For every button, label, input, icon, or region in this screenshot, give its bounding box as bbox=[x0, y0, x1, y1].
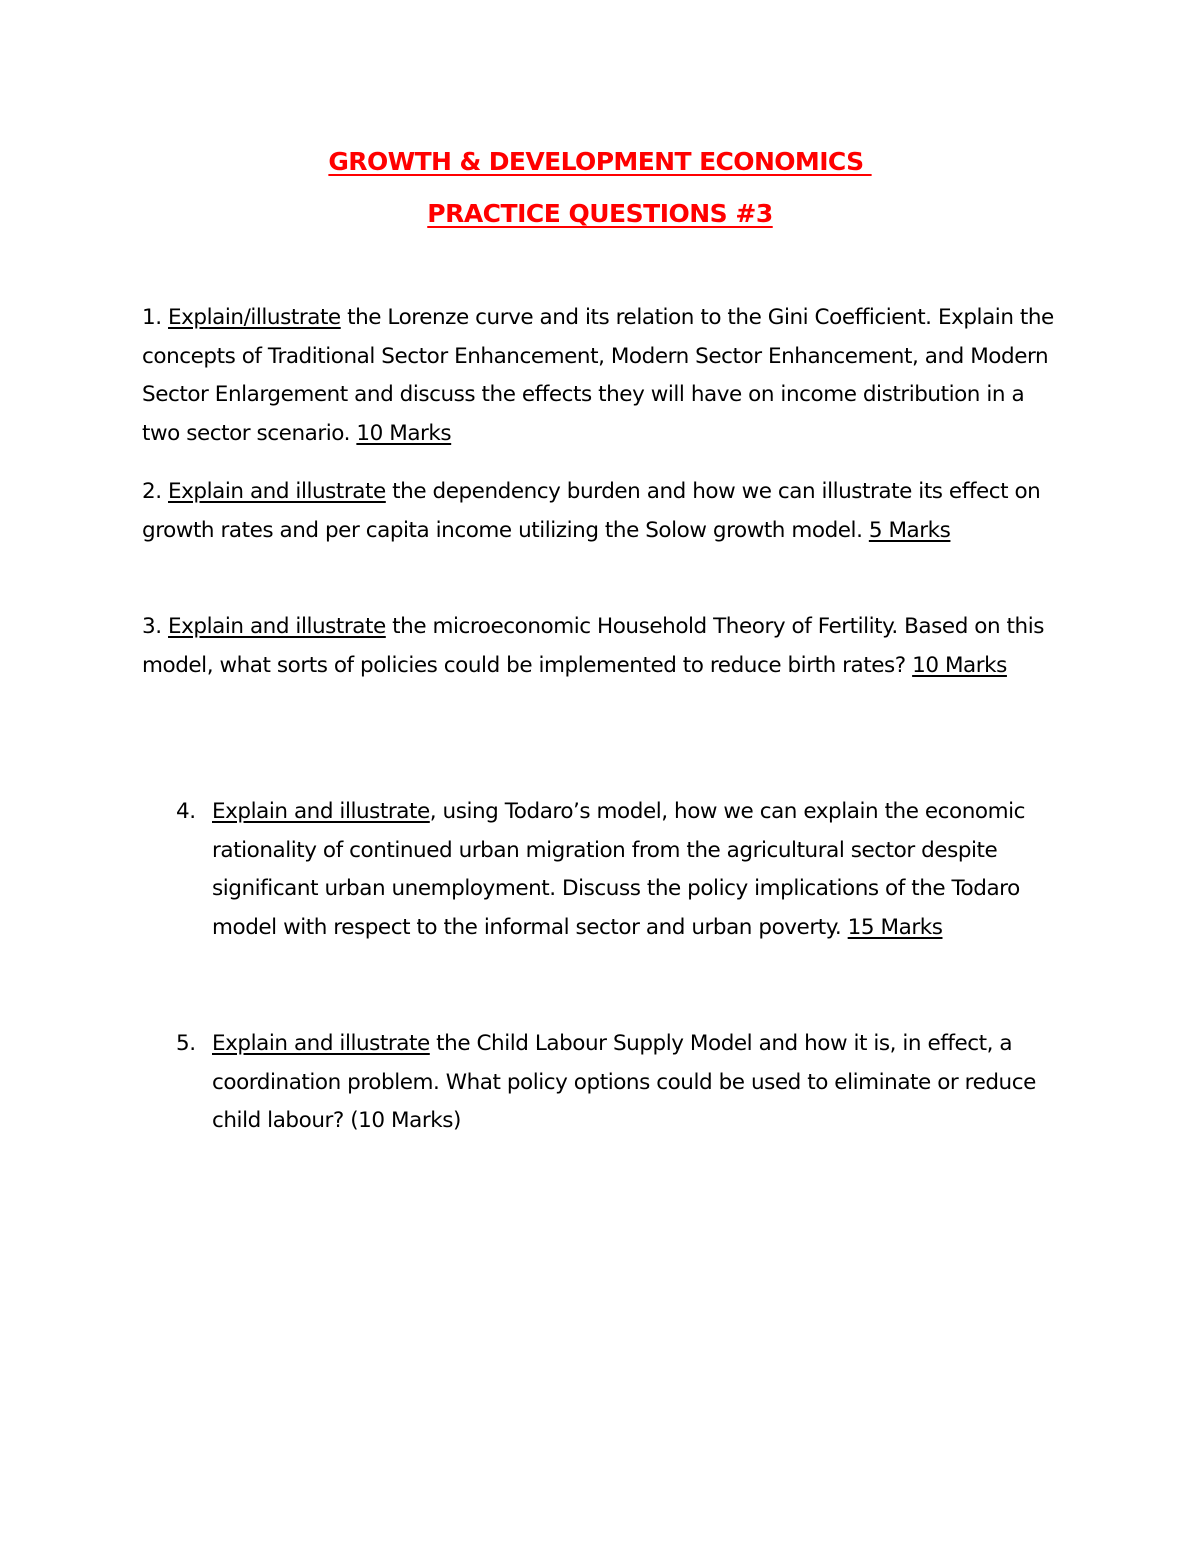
question-2 bbox=[142, 473, 1062, 550]
question-instruction: Explain and illustrate bbox=[212, 1031, 430, 1056]
question-text: the dependency burden and how we can illustrate its effect on growth rates and per capita income utilizing the Solow growth model. bbox=[142, 479, 1041, 543]
question-text: the Child Labour Supply Model and how it is, in effect, a coordination problem. What policy options could be used to eliminate or reduce child labour? (10 Marks) bbox=[212, 1031, 1036, 1134]
question-3 bbox=[142, 608, 1062, 685]
document-subtitle: PRACTICE QUESTIONS #3 bbox=[427, 199, 773, 228]
question-text: the microeconomic Household Theory of Fertility. Based on this model, what sorts of policies could be implemented to reduce birth rates? bbox=[142, 614, 1044, 678]
question-number: 2. bbox=[142, 479, 162, 504]
question-4 bbox=[176, 793, 1072, 948]
question-marks: 5 Marks bbox=[868, 517, 951, 543]
question-1 bbox=[142, 299, 1062, 454]
question-marks: 15 Marks bbox=[847, 915, 943, 941]
question-instruction: Explain and illustrate bbox=[168, 614, 386, 639]
question-number: 1. bbox=[142, 305, 162, 330]
question-instruction: Explain and illustrate bbox=[212, 799, 430, 824]
question-number: 3. bbox=[142, 614, 162, 639]
question-number: 4. bbox=[176, 799, 196, 824]
question-marks: 10 Marks bbox=[356, 421, 452, 447]
question-number: 5. bbox=[176, 1031, 196, 1056]
question-text: the Lorenze curve and its relation to the Gini Coefficient. Explain the concepts of Traditional Sector Enhancement, Modern Sector Enhancement, and Modern Sector Enlargement and discuss the effects they will have on income distribution in a two sector scenario. bbox=[142, 305, 1054, 447]
document-title: GROWTH & DEVELOPMENT ECONOMICS bbox=[328, 147, 872, 176]
question-marks: 10 Marks bbox=[912, 652, 1007, 678]
question-5 bbox=[176, 1025, 1072, 1141]
question-text: , using Todaro’s model, how we can explain the economic rationality of continued urban migration from the agricultural sector despite significant urban unemployment. Discuss the policy implications of the Todaro model with respect to the informal sector and urban poverty. bbox=[212, 799, 1026, 941]
question-instruction: Explain/illustrate bbox=[168, 305, 341, 330]
question-instruction: Explain and illustrate bbox=[168, 479, 386, 504]
